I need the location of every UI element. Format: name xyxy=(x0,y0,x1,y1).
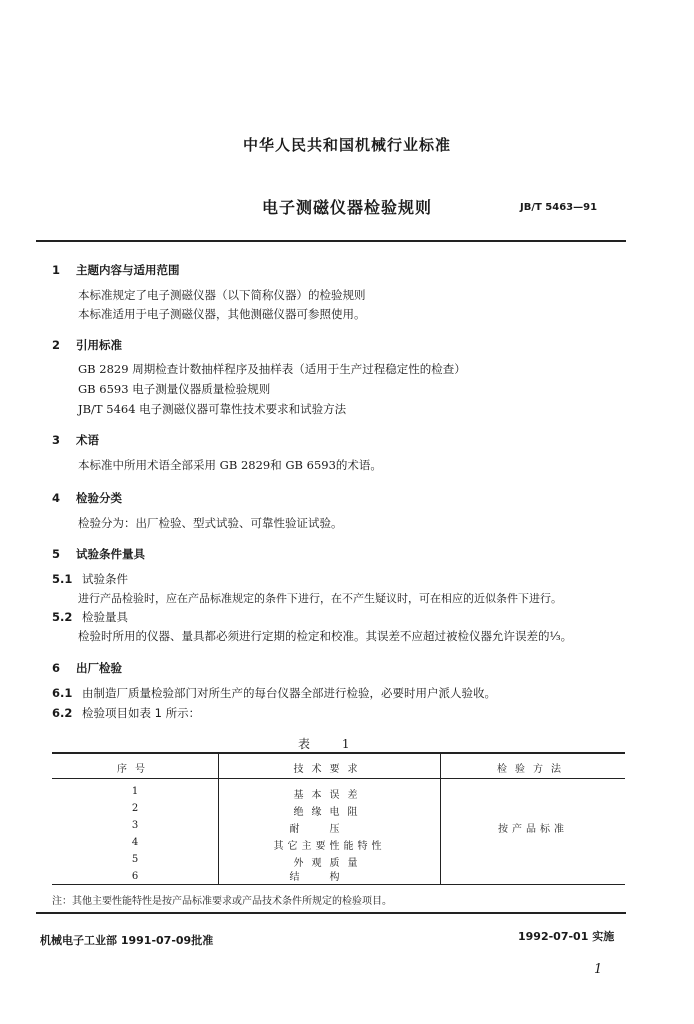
effective-date: 1992-07-01 实施 xyxy=(518,930,615,943)
section-number: 3 xyxy=(52,433,61,447)
subsection-5-1-text: 进行产品检验时，应在产品标准规定的条件下进行，在不产生疑议时，可在相应的近似条件下进行。 xyxy=(78,592,562,605)
table-bottom-rule xyxy=(52,884,625,885)
table-header-req: 技术要求 xyxy=(293,764,366,775)
section-5-heading xyxy=(52,546,145,562)
section-title: 检验分类 xyxy=(76,491,122,505)
approval-date: 机械电子工业部 1991-07-09批准 xyxy=(40,934,214,947)
table-cell-req: 基本误差 xyxy=(293,790,366,801)
table-note: 注：其他主要性能特性是按产品标准要求或产品技术条件所规定的检验项目。 xyxy=(52,896,392,907)
section-2-line-1: GB 2829 周期检查计数抽样程序及抽样表（适用于生产过程稳定性的检查） xyxy=(78,362,466,376)
table-cell-req: 结构 xyxy=(289,872,370,883)
subsection-6-1 xyxy=(52,685,496,701)
table-cell-no: 5 xyxy=(131,854,139,865)
section-number: 1 xyxy=(52,263,61,277)
table-cell-req: 绝缘电阻 xyxy=(293,807,366,818)
subsection-title: 检验量具 xyxy=(82,610,128,624)
table-cell-no: 3 xyxy=(131,820,139,831)
subsection-number: 5.2 xyxy=(52,610,73,624)
table-cell-no: 6 xyxy=(131,871,139,882)
subsection-5-2 xyxy=(52,609,128,625)
section-2-line-2: GB 6593 电子测量仪器质量检验规则 xyxy=(78,382,271,396)
table-cell-no: 1 xyxy=(131,786,139,797)
standard-number: JB/T 5463—91 xyxy=(520,202,598,213)
section-1-heading xyxy=(52,262,180,278)
section-title: 引用标准 xyxy=(76,338,122,352)
table-header-rule xyxy=(52,778,625,779)
section-title: 主题内容与适用范围 xyxy=(76,263,180,277)
subsection-number: 6.2 xyxy=(52,706,73,720)
table-cell-method: 按产品标准 xyxy=(498,824,568,835)
section-4-line-1: 检验分为：出厂检验、型式试验、可靠性验证试验。 xyxy=(78,516,343,530)
subsection-text: 由制造厂质量检验部门对所生产的每台仪器全部进行检验，必要时用户派人验收。 xyxy=(82,686,496,700)
section-3-line-1: 本标准中所用术语全部采用 GB 2829和 GB 6593的术语。 xyxy=(78,458,382,472)
table-header-no: 序号 xyxy=(117,764,153,775)
subsection-5-2-text: 检验时所用的仪器、量具都必须进行定期的检定和校准。其误差不应超过被检仪器允许误差的⅓。 xyxy=(78,629,573,643)
section-6-heading xyxy=(52,660,122,676)
subsection-6-2 xyxy=(52,705,200,721)
section-number: 6 xyxy=(52,661,61,675)
section-number: 2 xyxy=(52,338,61,352)
section-title: 试验条件量具 xyxy=(76,547,145,561)
section-number: 4 xyxy=(52,491,61,505)
section-4-heading xyxy=(52,490,122,506)
header-rule xyxy=(36,240,626,242)
section-1-line-2: 本标准适用于电子测磁仪器，其他测磁仪器可参照使用。 xyxy=(78,307,366,321)
subsection-text: 检验项目如表 1 所示： xyxy=(82,706,201,720)
section-2-line-3: JB/T 5464 电子测磁仪器可靠性技术要求和试验方法 xyxy=(78,402,347,416)
section-1-line-1: 本标准规定了电子测磁仪器（以下简称仪器）的检验规则 xyxy=(78,288,366,302)
table-cell-req: 耐压 xyxy=(289,824,370,835)
section-3-heading xyxy=(52,432,99,448)
subsection-5-1 xyxy=(52,571,128,587)
section-title: 术语 xyxy=(76,433,99,447)
section-title: 出厂检验 xyxy=(76,661,122,675)
section-number: 5 xyxy=(52,547,61,561)
table-cell-req: 外观质量 xyxy=(293,858,366,869)
subsection-number: 5.1 xyxy=(52,572,73,586)
page-number: 1 xyxy=(594,962,603,977)
subsection-title: 试验条件 xyxy=(82,572,128,586)
table-cell-no: 2 xyxy=(131,803,139,814)
org-title: 中华人民共和国机械行业标准 xyxy=(242,136,451,154)
table-cell-no: 4 xyxy=(131,837,139,848)
subsection-number: 6.1 xyxy=(52,686,73,700)
table-header-method: 检验方法 xyxy=(497,764,569,775)
table-top-rule xyxy=(52,752,625,754)
section-2-heading xyxy=(52,337,122,353)
footer-rule xyxy=(36,912,626,914)
document-title: 电子测磁仪器检验规则 xyxy=(261,198,432,217)
table-cell-req: 其它主要性能特性 xyxy=(273,841,386,852)
table-caption: 表 1 xyxy=(298,737,364,751)
